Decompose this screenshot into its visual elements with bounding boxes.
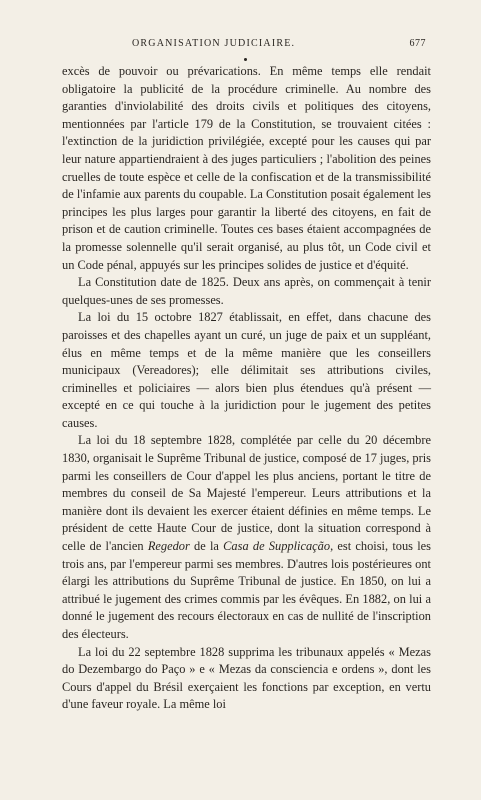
text-run: excès de pouvoir ou prévarications. En même temps elle rendait obligatoire la publicité de la procédure criminelle. Au nombre des garanties d'inviolabilité des droits civils et politiques des citoyens, mentionnées par l'article 179 de la Constitution, se trouvaient citées : l'extinction de la juridiction privilégiée, excepté pour les causes qui par leur nature appartiendraient à des juges particuliers ; l'abolition des peines cruelles de toute espèce et celle de la confiscation et de la transmissibilité de l'infamie aux parents du coupable. La Constitution posait également les principes les plus larges pour garantir la liberté des citoyens, en fait de prison et de caution criminelle. Toutes ces bases étaient accompagnées de la promesse solennelle qu'il serait organisé, au plus tôt, un Code civil et un Code pénal, appuyés sur les principes solides de justice et d'équité. <box>62 64 431 272</box>
text-run: La loi du 22 septembre 1828 supprima les tribunaux appelés « Mezas do Dezembargo do Paço » e « Mezas da consciencia e ordens », dont les Cours d'appel du Brésil exerçaient les fonctions par exception, en vertu d'une faveur royale. La même loi <box>62 644 431 712</box>
text-run: La loi du 15 octobre 1827 établissait, en effet, dans chacune des paroisses et des chapelles ayant un curé, un juge de paix et un suppléant, élus en même temps et de la même manière que les conseillers municipaux (Vereadores); elle délimitait ses attributions civiles, criminelles et policiaires — alors bien plus étendues qu'à présent — excepté en ce qui touche à la juridiction pour le jugement des petites causes. <box>62 310 431 430</box>
running-title: ORGANISATION JUDICIAIRE. <box>132 38 296 49</box>
text-run: La Constitution date de 1825. Deux ans après, on commençait à tenir quelques-unes de ses promesses. <box>62 275 431 307</box>
body-text <box>62 63 431 714</box>
running-header <box>62 38 426 52</box>
page-number: 677 <box>409 38 426 49</box>
paragraph <box>62 432 431 643</box>
text-run: de la <box>189 539 224 554</box>
paragraph <box>62 63 431 274</box>
text-run: , est choisi, tous les trois ans, par l'empereur parmi ses membres. D'autres lois postérieures ont élargi les attributions du Suprême Tribunal de justice. En 1850, on lui a attribué le jugement des crimes commis par les évêques. En 1882, on lui a donné le jugement des recours électoraux en cas de nullité de l'inscription des électeurs. <box>62 539 431 641</box>
text-run: La loi du 18 septembre 1828, complétée par celle du 20 décembre 1830, organisait le Suprême Tribunal de justice, composé de 17 juges, pris parmi les conseillers de Cour d'appel les plus anciens, portant le titre de membres du conseil de Sa Majesté l'empereur. Leurs attributions et la manière dont ils devaient les exercer étaient définies en même temps. Le président de cette Haute Cour de justice, dont la situation correspond à celle de l'ancien <box>62 433 431 554</box>
paragraph <box>62 644 431 714</box>
italic-term: Regedor <box>147 539 190 554</box>
paragraph <box>62 309 431 432</box>
paragraph <box>62 274 431 309</box>
italic-term: Casa de Supplicação <box>223 539 331 554</box>
print-mark <box>244 58 247 61</box>
